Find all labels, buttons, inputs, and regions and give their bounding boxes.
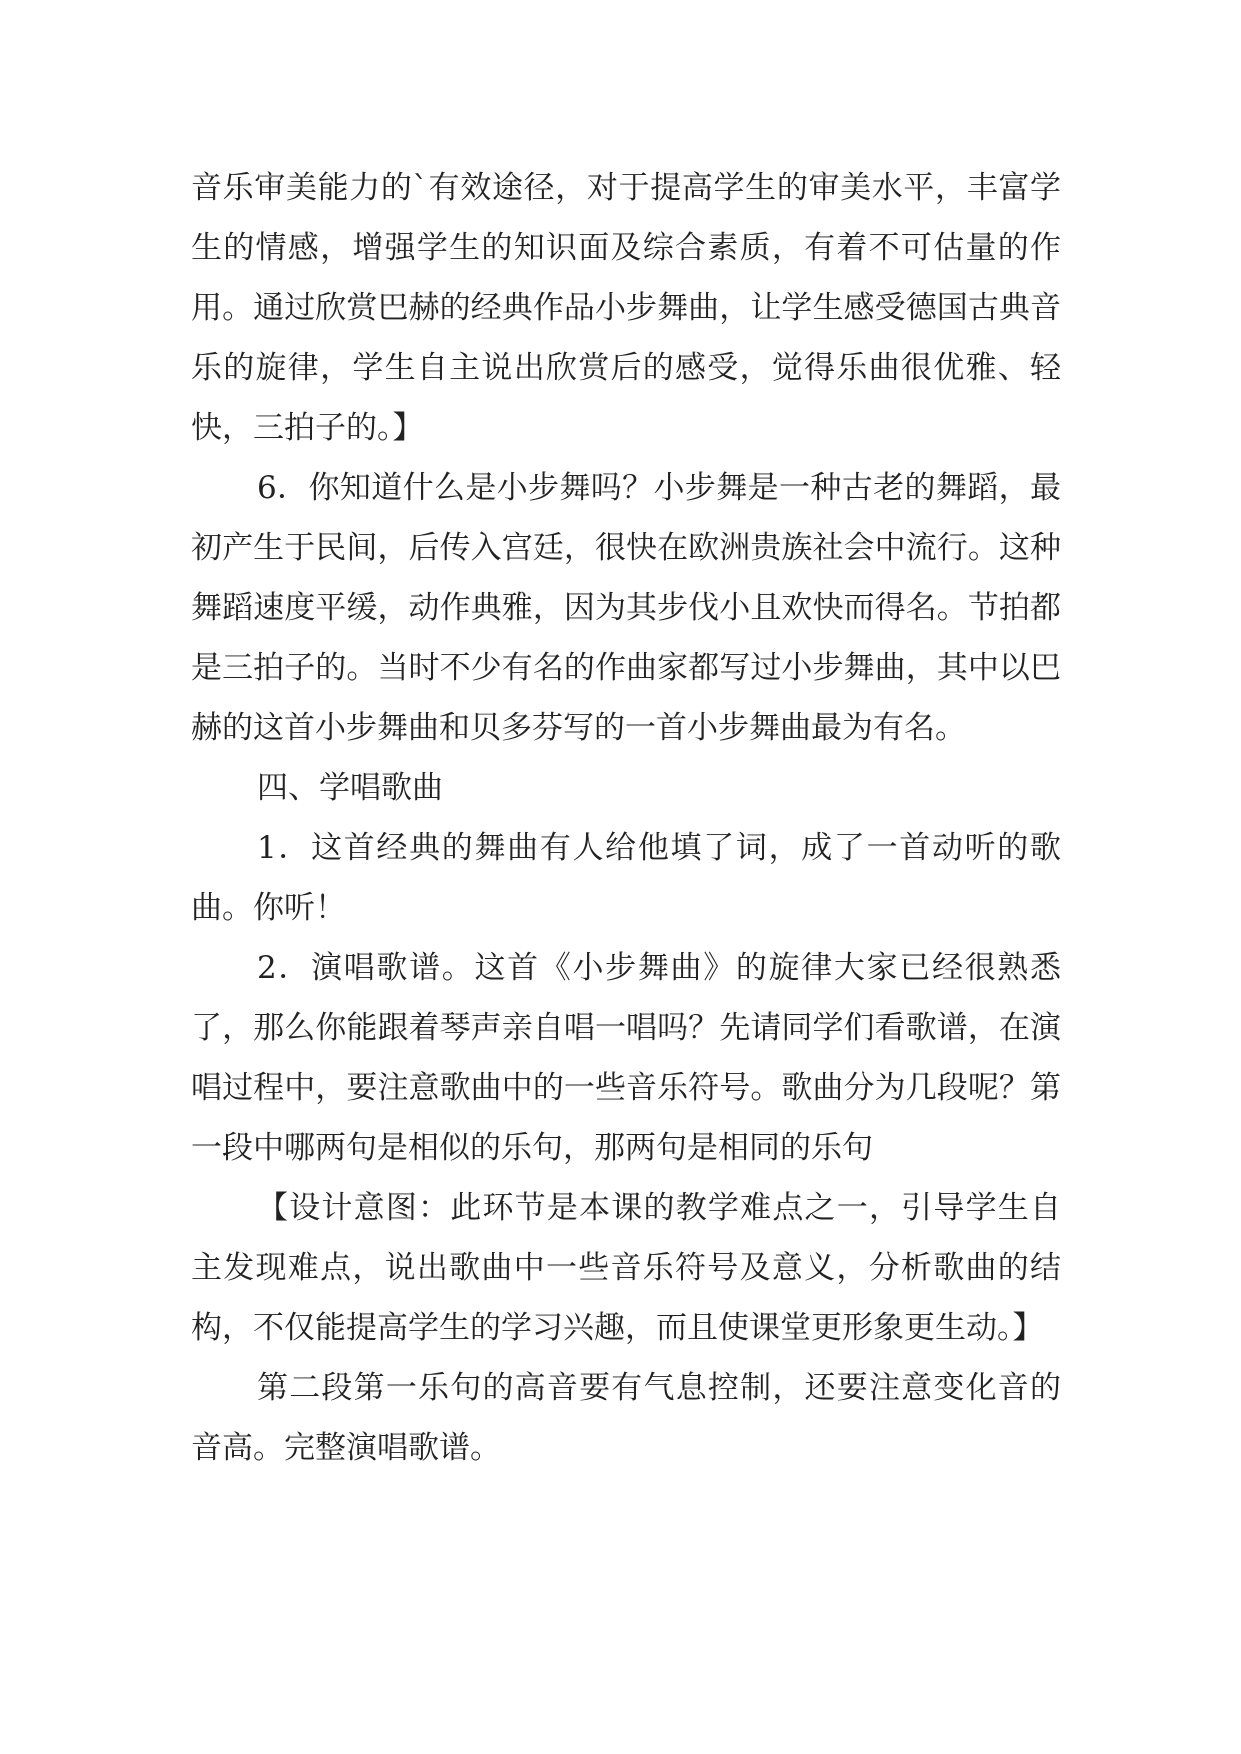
paragraph-design-intent: 【设计意图：此环节是本课的教学难点之一，引导学生自主发现难点，说出歌曲中一些音乐符号及意义，分析歌曲的结构，不仅能提高学生的学习兴趣，而且使课堂更形象更生动。】	[191, 1190, 1061, 1346]
paragraph-step-1: 1．这首经典的舞曲有人给他填了词，成了一首动听的歌曲。你听！	[191, 830, 1061, 926]
paragraph-design-intent-continued: 音乐审美能力的`有效途径，对于提高学生的审美水平，丰富学生的情感，增强学生的知识面及综合素质，有着不可估量的作用。通过欣赏巴赫的经典作品小步舞曲，让学生感受德国古典音乐的旋律，学生自主说出欣赏后的感受，觉得乐曲很优雅、轻快，三拍子的。】	[191, 170, 1061, 446]
document-body	[191, 158, 1061, 1478]
paragraph-step-2: 2．演唱歌谱。这首《小步舞曲》的旋律大家已经很熟悉了，那么你能跟着琴声亲自唱一唱吗？先请同学们看歌谱，在演唱过程中，要注意歌曲中的一些音乐符号。歌曲分为几段呢？第一段中哪两句是相似的乐句，那两句是相同的乐句	[191, 950, 1061, 1166]
paragraph-second-section: 第二段第一乐句的高音要有气息控制，还要注意变化音的音高。完整演唱歌谱。	[191, 1370, 1061, 1466]
paragraph-minuet-intro: 6．你知道什么是小步舞吗？小步舞是一种古老的舞蹈，最初产生于民间，后传入宫廷，很快在欧洲贵族社会中流行。这种舞蹈速度平缓，动作典雅，因为其步伐小且欢快而得名。节拍都是三拍子的。当时不少有名的作曲家都写过小步舞曲，其中以巴赫的这首小步舞曲和贝多芬写的一首小步舞曲最为有名。	[191, 470, 1061, 746]
section-heading-learn-song: 四、学唱歌曲	[257, 770, 443, 806]
